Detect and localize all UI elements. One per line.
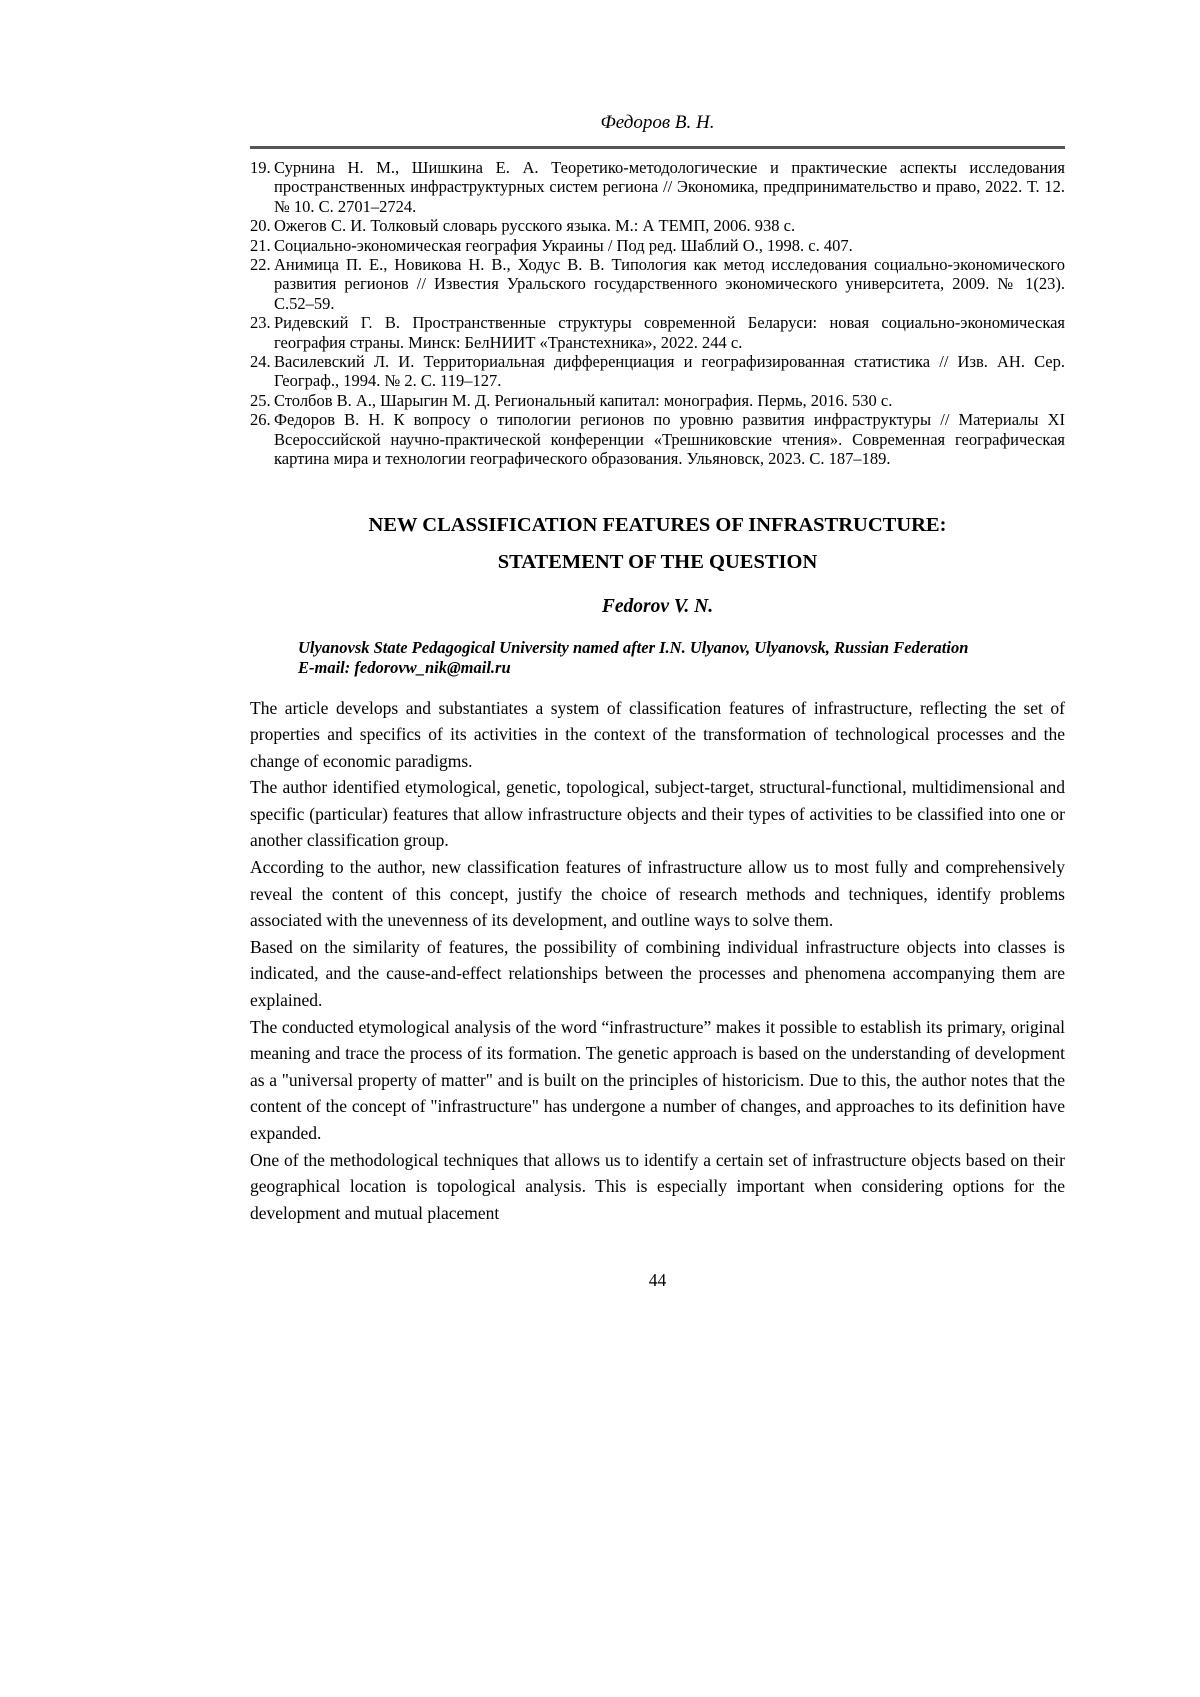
reference-text: Василевский Л. И. Территориальная дифференциация и географизированная статистика // Изв. АН. Сер. Географ., 1994. № 2. С. 119–127. (274, 352, 1065, 391)
reference-item (250, 352, 1065, 391)
abstract-paragraph: The article develops and substantiates a system of classification features of infrastructure, reflecting the set of properties and specifics of its activities in the context of the transformation of technological processes and the change of economic paradigms. (250, 697, 1065, 771)
reference-text: Сурнина Н. М., Шишкина Е. А. Теоретико-методологические и практические аспекты исследования пространственных инфраструктурных систем региона // Экономика, предпринимательство и право, 2022. Т. 12. № 10. С. 2701–2724. (274, 158, 1065, 216)
abstract-paragraph: According to the author, new classification features of infrastructure allow us to most fully and comprehensively reveal the content of this concept, justify the choice of research methods and techniques, identify problems associated with the unevenness of its development, and outline ways to solve them. (250, 857, 1065, 931)
reference-item (250, 313, 1065, 352)
reference-number: 25. (250, 390, 271, 410)
reference-number: 21. (250, 235, 271, 255)
reference-number: 24. (250, 352, 271, 372)
affiliation-text: Ulyanovsk State Pedagogical University named after I.N. Ulyanov, Ulyanovsk, Russian Federation (298, 637, 969, 657)
running-head: Федоров В. Н. (600, 112, 715, 133)
reference-text: Анимица П. Е., Новикова Н. В., Ходус В. В. Типология как метод исследования социально-экономического развития регионов // Известия Уральского государственного экономического университета, 2009. № 1(23). С.52–59. (274, 255, 1065, 313)
article-title-line-2: STATEMENT OF THE QUESTION (497, 550, 818, 573)
reference-number: 19. (250, 158, 271, 177)
reference-number: 20. (250, 216, 271, 236)
reference-item (250, 410, 1065, 468)
page-number: 44 (648, 1270, 667, 1291)
abstract-paragraph: One of the methodological techniques that allows us to identify a certain set of infrastructure objects based on their geographical location is topological analysis. This is especially important when considering options for the development and mutual placement (250, 1149, 1065, 1223)
author-name: Fedorov V. N. (601, 595, 714, 617)
reference-item (250, 255, 1065, 313)
header-rule (250, 146, 1065, 149)
reference-number: 26. (250, 410, 271, 430)
abstract-paragraph: The conducted etymological analysis of the word “infrastructure” makes it possible to establish its primary, original meaning and trace the process of its formation. The genetic approach is based on the understanding of development as a "universal property of matter" and is built on the principles of historicism. Due to this, the author notes that the content of the concept of "infrastructure" has undergone a number of changes, and approaches to its definition have expanded. (250, 1016, 1065, 1143)
reference-item (250, 158, 1065, 216)
reference-text: Столбов В. А., Шарыгин М. Д. Региональный капитал: монография. Пермь, 2016. 530 с. (274, 390, 893, 410)
article-title-line-1: NEW CLASSIFICATION FEATURES OF INFRASTRUCTURE: (368, 513, 947, 536)
reference-number: 23. (250, 313, 271, 333)
reference-number: 22. (250, 255, 271, 275)
reference-item (250, 391, 1065, 410)
reference-text: Федоров В. Н. К вопросу о типологии регионов по уровню развития инфраструктуры // Материалы XI Всероссийской научно-практической конференции «Трешниковские чтения». Современная географическая картина мира и технологии географического образования. Ульяновск, 2023. С. 187–189. (274, 410, 1065, 469)
reference-item (250, 236, 1065, 255)
reference-list (250, 158, 1065, 469)
affiliation-block (298, 638, 1065, 678)
abstract (250, 695, 1065, 1227)
reference-text: Ридевский Г. В. Пространственные структуры современной Беларуси: новая социально-экономическая география страны. Минск: БелНИИТ «Транстехника», 2022. 244 с. (274, 313, 1065, 352)
reference-text: Социально-экономическая география Украины / Под ред. Шаблий О., 1998. с. 407. (274, 235, 853, 255)
reference-item (250, 216, 1065, 235)
reference-text: Ожегов С. И. Толковый словарь русского языка. М.: А ТЕМП, 2006. 938 с. (274, 216, 796, 236)
abstract-paragraph: Based on the similarity of features, the possibility of combining individual infrastructure objects into classes is indicated, and the cause-and-effect relationships between the processes and phenomena accompanying them are explained. (250, 936, 1065, 1011)
abstract-paragraph: The author identified etymological, genetic, topological, subject-target, structural-functional, multidimensional and specific (particular) features that allow infrastructure objects and their types of activities to be classified into one or another classification group. (250, 777, 1065, 851)
author-email: E-mail: fedorovw_nik@mail.ru (298, 657, 511, 677)
